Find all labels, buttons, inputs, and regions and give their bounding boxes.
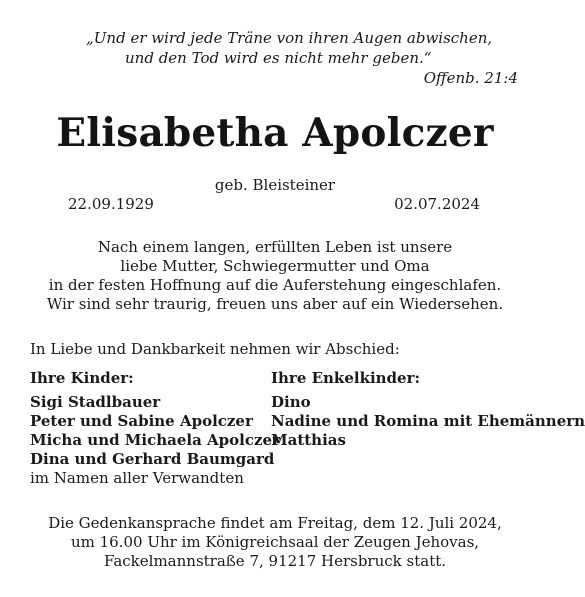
service-line-3: Fackelmannstraße 7, 91217 Hersbruck statt. <box>103 552 447 570</box>
deceased-name: Elisabetha Apolczer <box>56 110 494 156</box>
grandchild-name: Nadine und Romina mit Ehemännern <box>271 412 585 430</box>
child-name: Micha und Michaela Apolczer <box>30 431 280 449</box>
relatives-note: im Namen aller Verwandten <box>30 469 244 487</box>
service-line-1: Die Gedenkansprache findet am Freitag, dem 12. Juli 2024, <box>48 514 502 532</box>
service-line-2: um 16.00 Uhr im Königreichsaal der Zeugen Jehovas, <box>70 533 480 551</box>
birth-name: geb. Bleisteiner <box>214 176 336 194</box>
children-heading: Ihre Kinder: <box>30 369 134 387</box>
farewell-intro: In Liebe und Dankbarkeit nehmen wir Abschied: <box>30 340 400 358</box>
birth-date: 22.09.1929 <box>68 195 154 213</box>
grandchildren-heading: Ihre Enkelkinder: <box>271 369 421 387</box>
message-line-2: liebe Mutter, Schwiegermutter und Oma <box>120 257 430 275</box>
message-line-4: Wir sind sehr traurig, freuen uns aber auf ein Wiedersehen. <box>46 295 504 313</box>
child-name: Dina und Gerhard Baumgard <box>30 450 275 468</box>
quote-source: Offenb. 21:4 <box>423 69 518 87</box>
child-name: Peter und Sabine Apolczer <box>30 412 253 430</box>
quote-line-2: und den Tod wird es nicht mehr geben.“ <box>125 49 432 67</box>
message-line-3: in der festen Hoffnung auf die Auferstehung eingeschlafen. <box>48 276 502 294</box>
quote-line-1: „Und er wird jede Träne von ihren Augen abwischen, <box>86 29 493 47</box>
grandchild-name: Matthias <box>271 431 346 449</box>
grandchild-name: Dino <box>271 393 311 411</box>
message-line-1: Nach einem langen, erfüllten Leben ist unsere <box>97 238 453 256</box>
child-name: Sigi Stadlbauer <box>30 393 161 411</box>
death-date: 02.07.2024 <box>394 195 480 213</box>
